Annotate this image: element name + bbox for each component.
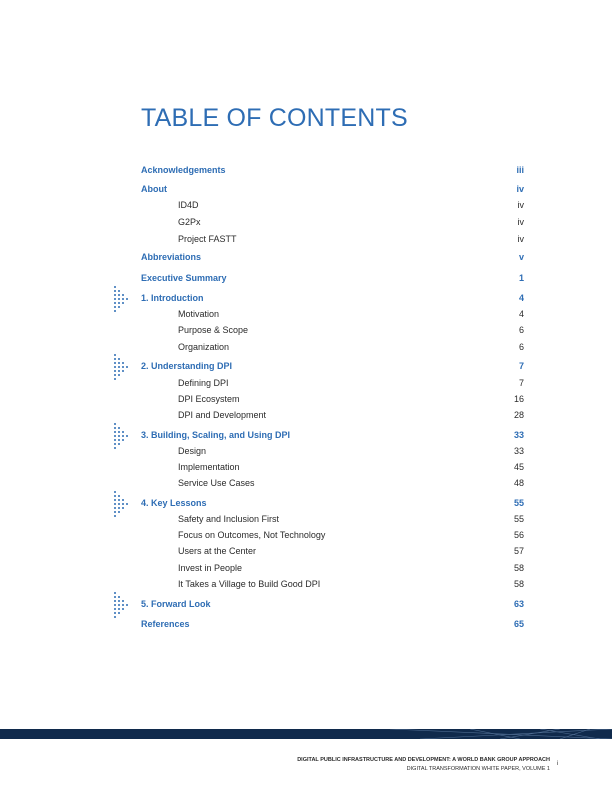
toc-entry-understanding-dpi[interactable] <box>0 359 612 373</box>
toc-entry-page: 45 <box>513 462 524 472</box>
dot-icon <box>114 515 116 517</box>
dot-icon <box>114 600 116 602</box>
toc-entry-introduction[interactable] <box>0 291 612 305</box>
dot-icon <box>114 286 116 288</box>
toc-entry-label: DPI Ecosystem <box>178 394 240 404</box>
toc-entry-label: 3. Building, Scaling, and Using DPI <box>141 430 291 440</box>
dot-icon <box>114 439 116 441</box>
dot-icon <box>114 511 116 513</box>
dot-icon <box>114 443 116 445</box>
dot-icon <box>118 604 120 606</box>
dot-icon <box>118 290 120 292</box>
toc-entry-dpi-and-development[interactable] <box>0 408 612 422</box>
dot-icon <box>114 447 116 449</box>
dot-icon <box>114 507 116 509</box>
dot-icon <box>118 427 120 429</box>
toc-entry-page: 7 <box>518 361 524 371</box>
dot-icon <box>114 362 116 364</box>
dot-icon <box>114 366 116 368</box>
dot-icon <box>114 604 116 606</box>
dot-icon <box>118 294 120 296</box>
dot-icon <box>126 604 128 606</box>
dot-icon <box>122 600 124 602</box>
dot-icon <box>118 431 120 433</box>
footer-title: DIGITAL PUBLIC INFRASTRUCTURE AND DEVELOPMENT: A WORLD BANK GROUP APPROACH <box>297 757 550 763</box>
toc-entry-safety-inclusion[interactable] <box>0 512 612 526</box>
dot-icon <box>118 608 120 610</box>
toc-entry-page: 6 <box>518 342 524 352</box>
dot-icon <box>114 427 116 429</box>
toc-entry-page: 58 <box>513 563 524 573</box>
dot-icon <box>118 507 120 509</box>
chapter-dots-icon <box>112 352 130 380</box>
dot-icon <box>114 354 116 356</box>
toc-entry-label: Focus on Outcomes, Not Technology <box>178 530 326 540</box>
dot-icon <box>114 592 116 594</box>
toc-entry-service-use-cases[interactable] <box>0 476 612 490</box>
toc-entry-page: 1 <box>518 273 524 283</box>
dot-icon <box>114 495 116 497</box>
toc-entry-key-lessons[interactable] <box>0 496 612 510</box>
toc-entry-page: 57 <box>513 546 524 556</box>
toc-entry-dpi-ecosystem[interactable] <box>0 392 612 406</box>
toc-entry-label: DPI and Development <box>178 410 267 420</box>
toc-entry-acknowledgements[interactable] <box>0 163 612 177</box>
dot-icon <box>118 511 120 513</box>
dot-icon <box>118 302 120 304</box>
dot-icon <box>122 362 124 364</box>
toc-entry-page: v <box>518 252 524 262</box>
dot-icon <box>118 612 120 614</box>
footer-subtitle: DIGITAL TRANSFORMATION WHITE PAPER, VOLUME 1 <box>406 766 550 772</box>
dot-icon <box>118 374 120 376</box>
dot-icon <box>118 439 120 441</box>
dot-icon <box>114 616 116 618</box>
toc-entry-page: 33 <box>513 446 524 456</box>
toc-entry-label: 1. Introduction <box>141 293 204 303</box>
toc-entry-page: 4 <box>518 309 524 319</box>
dot-icon <box>114 612 116 614</box>
toc-entry-label: Acknowledgements <box>141 165 226 175</box>
dot-icon <box>114 378 116 380</box>
dot-icon <box>122 370 124 372</box>
toc-entry-label: Motivation <box>178 309 220 319</box>
dot-icon <box>114 370 116 372</box>
toc-entry-page: 7 <box>518 378 524 388</box>
toc-entry-label: Organization <box>178 342 230 352</box>
dot-icon <box>114 302 116 304</box>
toc-entry-label: References <box>141 619 190 629</box>
toc-entry-motivation[interactable] <box>0 307 612 321</box>
dot-icon <box>122 366 124 368</box>
dot-icon <box>122 435 124 437</box>
toc-entry-page: iv <box>517 217 524 227</box>
dot-icon <box>126 366 128 368</box>
toc-entry-users-at-center[interactable] <box>0 544 612 558</box>
toc-entry-invest-in-people[interactable] <box>0 561 612 575</box>
toc-entry-page: 55 <box>513 514 524 524</box>
dot-icon <box>122 503 124 505</box>
dot-icon <box>118 499 120 501</box>
dot-icon <box>122 431 124 433</box>
toc-entry-page: 33 <box>513 430 524 440</box>
toc-entry-executive-summary[interactable] <box>0 271 612 285</box>
chapter-dots-icon <box>112 489 130 517</box>
toc-entry-design[interactable] <box>0 444 612 458</box>
dot-icon <box>122 294 124 296</box>
dot-icon <box>114 499 116 501</box>
toc-entry-page: 63 <box>513 599 524 609</box>
toc-entry-defining-dpi[interactable] <box>0 376 612 390</box>
page-number: i <box>557 761 559 767</box>
toc-entry-label: Abbreviations <box>141 252 202 262</box>
dot-icon <box>122 608 124 610</box>
toc-entry-page: 48 <box>513 478 524 488</box>
dot-icon <box>114 290 116 292</box>
dot-icon <box>118 443 120 445</box>
toc-entry-label: It Takes a Village to Build Good DPI <box>178 579 321 589</box>
toc-entry-label: Design <box>178 446 207 456</box>
toc-entry-page: iv <box>517 200 524 210</box>
toc-entry-label: Executive Summary <box>141 273 227 283</box>
toc-entry-references[interactable] <box>0 617 612 631</box>
dot-icon <box>118 596 120 598</box>
toc-entry-page: 28 <box>513 410 524 420</box>
toc-entry-page: 6 <box>518 325 524 335</box>
toc-entry-abbreviations[interactable] <box>0 250 612 264</box>
dot-icon <box>118 358 120 360</box>
toc-entry-page: 65 <box>513 619 524 629</box>
toc-entry-label: Project FASTT <box>178 234 237 244</box>
toc-entry-page: 4 <box>518 293 524 303</box>
dot-icon <box>114 294 116 296</box>
chapter-dots-icon <box>112 590 130 618</box>
dot-icon <box>114 310 116 312</box>
dot-icon <box>122 507 124 509</box>
toc-entry-label: Purpose & Scope <box>178 325 249 335</box>
toc-entry-page: 58 <box>513 579 524 589</box>
page-title: TABLE OF CONTENTS <box>141 104 408 132</box>
dot-icon <box>114 435 116 437</box>
dot-icon <box>114 423 116 425</box>
toc-entry-label: 2. Understanding DPI <box>141 361 233 371</box>
toc-entry-page: 56 <box>513 530 524 540</box>
dot-icon <box>114 503 116 505</box>
toc-entry-page: iv <box>516 184 524 194</box>
toc-entry-organization[interactable] <box>0 340 612 354</box>
dot-icon <box>118 306 120 308</box>
footer-pattern-icon <box>0 729 612 739</box>
dot-icon <box>118 435 120 437</box>
dot-icon <box>126 298 128 300</box>
toc-entry-page: 16 <box>513 394 524 404</box>
dot-icon <box>122 499 124 501</box>
toc-entry-page: 55 <box>513 498 524 508</box>
dot-icon <box>122 298 124 300</box>
chapter-dots-icon <box>112 421 130 449</box>
toc-entry-about[interactable] <box>0 182 612 196</box>
toc-entry-label: Invest in People <box>178 563 243 573</box>
toc-entry-page: iii <box>516 165 524 175</box>
dot-icon <box>114 596 116 598</box>
toc-entry-id4d[interactable] <box>0 198 612 212</box>
dot-icon <box>118 600 120 602</box>
toc-entry-label: ID4D <box>178 200 199 210</box>
toc-entry-label: Users at the Center <box>178 546 257 556</box>
toc-entry-label: About <box>141 184 167 194</box>
footer-band <box>0 729 612 739</box>
dot-icon <box>114 358 116 360</box>
dot-icon <box>126 503 128 505</box>
dot-icon <box>118 503 120 505</box>
dot-icon <box>118 298 120 300</box>
toc-entry-focus-on-outcomes[interactable] <box>0 528 612 542</box>
toc-entry-forward-look[interactable] <box>0 597 612 611</box>
toc-entry-implementation[interactable] <box>0 460 612 474</box>
dot-icon <box>114 374 116 376</box>
dot-icon <box>122 439 124 441</box>
toc-entry-takes-a-village[interactable] <box>0 577 612 591</box>
dot-icon <box>122 604 124 606</box>
toc-entry-label: Safety and Inclusion First <box>178 514 280 524</box>
dot-icon <box>122 302 124 304</box>
dot-icon <box>114 298 116 300</box>
toc-entry-label: Implementation <box>178 462 240 472</box>
toc-entry-label: G2Px <box>178 217 201 227</box>
dot-icon <box>118 495 120 497</box>
dot-icon <box>118 362 120 364</box>
toc-entry-label: Service Use Cases <box>178 478 255 488</box>
toc-entry-page: iv <box>517 234 524 244</box>
toc-entry-building-scaling-using-dpi[interactable] <box>0 428 612 442</box>
toc-entry-project-fastt[interactable] <box>0 232 612 246</box>
chapter-dots-icon <box>112 284 130 312</box>
toc-entry-label: 4. Key Lessons <box>141 498 207 508</box>
toc-entry-label: 5. Forward Look <box>141 599 211 609</box>
dot-icon <box>114 306 116 308</box>
dot-icon <box>118 370 120 372</box>
toc-entry-label: Defining DPI <box>178 378 229 388</box>
dot-icon <box>126 435 128 437</box>
dot-icon <box>118 366 120 368</box>
dot-icon <box>114 431 116 433</box>
dot-icon <box>114 491 116 493</box>
toc-entry-g2px[interactable] <box>0 215 612 229</box>
toc-entry-purpose-scope[interactable] <box>0 323 612 337</box>
dot-icon <box>114 608 116 610</box>
